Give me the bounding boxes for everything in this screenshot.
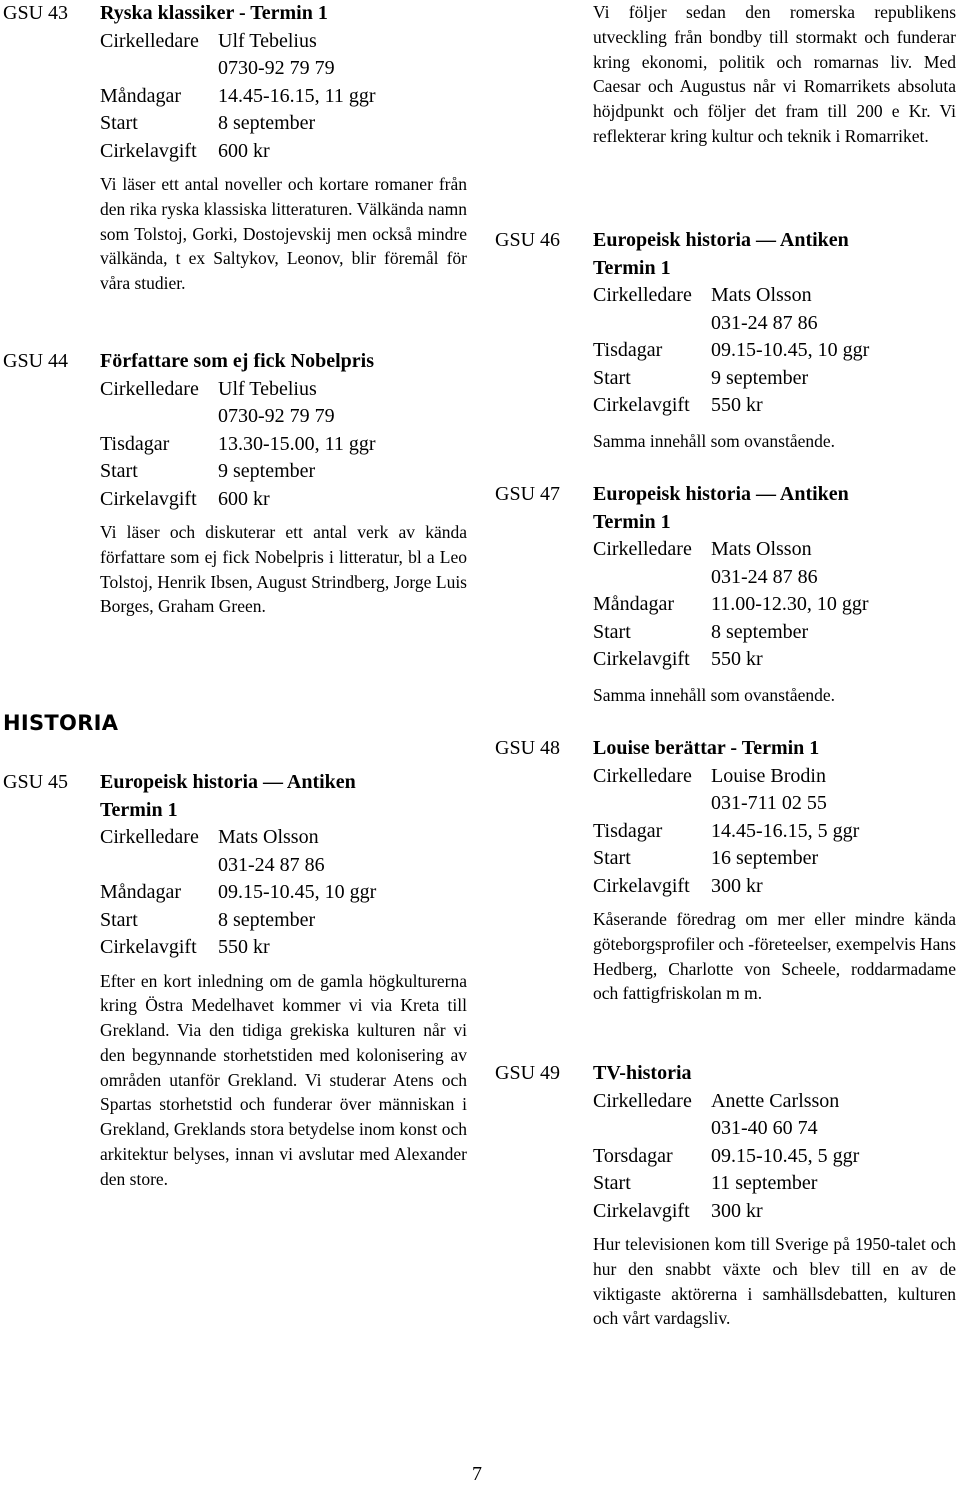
- fee-label: Cirkelavgift: [593, 648, 690, 670]
- time: 14.45-16.15, 5 ggr: [711, 819, 860, 842]
- course-title: Författare som ej fick Nobelpris: [100, 350, 375, 372]
- schedule-row: [593, 818, 956, 846]
- leader-name: Anette Carlsson: [711, 1089, 840, 1112]
- course-title: Europeisk historia — Antiken: [100, 771, 356, 793]
- schedule-row: [593, 591, 956, 619]
- course-description: Efter en kort inledning om de gamla högkulturerna kring Östra Medelhavet kommer vi via Kreta till Grekland. Via den tidiga grekiska kulturen når vi den begynnande storhetstiden med kolonisering av områden utanför Grekland. Vi studerar Atens och Spartas storhetstid och funderar över människan i Grekland, Greklands stora betydelse inom konst och arkitektur belyses, innan vi avslutar med Alexander den store.: [100, 970, 467, 1189]
- course-code: GSU 47: [495, 483, 561, 505]
- day-label: Tisdagar: [100, 432, 170, 455]
- leader-row: [593, 536, 956, 564]
- day-label: Torsdagar: [593, 1144, 673, 1167]
- schedule-row: [593, 337, 956, 365]
- course-body: [100, 348, 467, 619]
- start-label: Start: [593, 620, 631, 643]
- fee: 550 kr: [218, 936, 270, 958]
- phone: 031-40 60 74: [711, 1117, 818, 1139]
- fee: 300 kr: [711, 1199, 763, 1222]
- leader-label: Cirkelledare: [593, 1089, 692, 1112]
- fee: 600 kr: [218, 487, 270, 510]
- start-date: 8 september: [218, 908, 316, 931]
- fee: 600 kr: [218, 139, 270, 162]
- time: 13.30-15.00, 11 ggr: [218, 432, 376, 455]
- course-title: TV-historia: [593, 1062, 692, 1084]
- fee-label: Cirkelavgift: [593, 394, 690, 416]
- fee-row: [100, 486, 467, 514]
- course-description: Hur televisionen kom till Sverige på 1950-talet och hur den snabbt växte och blev till en av de viktigaste aktörerna i samhällsdebatten, kulturen och vårt vardagsliv.: [593, 1234, 956, 1329]
- course-body: [593, 227, 956, 453]
- course-code: GSU 43: [3, 2, 69, 24]
- fee-row: [593, 873, 956, 901]
- fee-row: [593, 1198, 956, 1226]
- course-title: Louise berättar - Termin 1: [593, 737, 820, 759]
- course-code: GSU 45: [3, 771, 69, 793]
- leader-row: [593, 1088, 956, 1116]
- leader-label: Cirkelledare: [100, 29, 199, 52]
- day-label: Tisdagar: [593, 819, 663, 842]
- start-date: 9 september: [218, 460, 316, 482]
- start-row: [593, 619, 956, 647]
- fee-label: Cirkelavgift: [100, 139, 197, 162]
- start-label: Start: [593, 1172, 631, 1194]
- course-description: Vi läser ett antal noveller och kortare romaner från den rika ryska klassiska litteraturen. Välkända namn som Tolstoj, Gorki, Dostojevskij men också mindre välkända, t ex Saltykov, Leonov, blir föremål för våra studier.: [100, 174, 467, 294]
- leader-label: Cirkelledare: [593, 538, 692, 560]
- phone: 0730-92 79 79: [218, 405, 335, 427]
- course-body: [593, 481, 956, 707]
- time: 11.00-12.30, 10 ggr: [711, 593, 869, 615]
- fee-row: [593, 392, 956, 420]
- page-number: 7: [472, 1463, 482, 1485]
- course-title: Europeisk historia — Antiken: [593, 229, 849, 251]
- fee-label: Cirkelavgift: [100, 936, 197, 958]
- course-title-line2: Termin 1: [593, 510, 671, 533]
- start-date: 11 september: [711, 1172, 818, 1194]
- day-label: Måndagar: [100, 84, 182, 107]
- start-row: [100, 458, 467, 486]
- course-body: [100, 769, 467, 1192]
- schedule-row: [100, 83, 467, 111]
- start-date: 9 september: [711, 366, 809, 389]
- day-label: Måndagar: [100, 881, 182, 903]
- time: 09.15-10.45, 10 ggr: [218, 881, 377, 903]
- course-body: [593, 1060, 956, 1331]
- leader-label: Cirkelledare: [100, 826, 199, 848]
- schedule-row: [593, 1143, 956, 1171]
- fee-label: Cirkelavgift: [593, 1199, 690, 1222]
- course-description: Kåserande föredrag om mer eller mindre kända göteborgsprofiler och -företeelser, exempelvis Hans Hedberg, Charlotte von Scheele, roddarmadame och fattigfriskolan m m.: [593, 909, 956, 1004]
- start-row: [593, 1170, 956, 1198]
- start-row: [100, 110, 467, 138]
- leader-row: [100, 376, 467, 404]
- fee-label: Cirkelavgift: [593, 874, 690, 897]
- leader-name: Mats Olsson: [218, 826, 319, 848]
- course-code: GSU 48: [495, 737, 561, 759]
- leader-name: Ulf Tebelius: [218, 29, 317, 52]
- leader-row: [593, 763, 956, 791]
- course-title: Ryska klassiker - Termin 1: [100, 2, 328, 24]
- time: 14.45-16.15, 11 ggr: [218, 84, 376, 107]
- start-label: Start: [100, 112, 138, 134]
- course-body: [593, 735, 956, 1006]
- leader-row: [593, 282, 956, 310]
- fee-row: [593, 646, 956, 674]
- leader-name: Ulf Tebelius: [218, 377, 317, 400]
- course-code: GSU 44: [3, 350, 69, 372]
- course-code: GSU 46: [495, 229, 561, 251]
- start-date: 8 september: [218, 112, 316, 134]
- day-label: Måndagar: [593, 593, 675, 615]
- phone: 031-24 87 86: [711, 311, 818, 334]
- fee-label: Cirkelavgift: [100, 487, 197, 510]
- course-body: [100, 0, 467, 296]
- fee: 550 kr: [711, 648, 763, 670]
- leader-label: Cirkelledare: [593, 764, 692, 787]
- leader-name: Mats Olsson: [711, 284, 812, 306]
- course-title: Europeisk historia — Antiken: [593, 483, 849, 505]
- course-title-line2: Termin 1: [100, 798, 178, 821]
- schedule-row: [100, 879, 467, 907]
- continued-description: Vi följer sedan den romerska republikens utveckling från bondby till stormakt och funderar kring ekonomi, politik och romarnas liv. Med Caesar och Augustus når vi Romarrikets absoluta höjdpunkt och följer det fram till 200 e Kr. Vi reflekterar kring kultur och teknik i Romarriket.: [593, 2, 956, 146]
- time: 09.15-10.45, 5 ggr: [711, 1144, 860, 1167]
- course-description: Vi läser och diskuterar ett antal verk av kända författare som ej fick Nobelpris i litteratur, bl a Leo Tolstoj, Henrik Ibsen, August Strindberg, Jorge Luis Borges, Graham Green.: [100, 522, 467, 617]
- start-date: 8 september: [711, 620, 809, 643]
- leader-name: Louise Brodin: [711, 764, 826, 787]
- course-code: GSU 49: [495, 1062, 561, 1084]
- course-description: Samma innehåll som ovanstående.: [593, 684, 836, 705]
- start-row: [100, 907, 467, 935]
- phone: 031-24 87 86: [711, 565, 818, 588]
- schedule-row: [100, 431, 467, 459]
- start-row: [593, 365, 956, 393]
- start-date: 16 september: [711, 847, 819, 869]
- section-heading: HISTORIA: [3, 711, 119, 735]
- day-label: Tisdagar: [593, 339, 663, 361]
- fee-row: [100, 934, 467, 962]
- start-label: Start: [100, 908, 138, 931]
- start-label: Start: [100, 460, 138, 482]
- phone: 031-711 02 55: [711, 792, 827, 814]
- leader-label: Cirkelledare: [593, 284, 692, 306]
- time: 09.15-10.45, 10 ggr: [711, 339, 870, 361]
- fee-row: [100, 138, 467, 166]
- start-label: Start: [593, 366, 631, 389]
- fee: 300 kr: [711, 874, 763, 897]
- start-row: [593, 845, 956, 873]
- phone: 0730-92 79 79: [218, 57, 335, 79]
- fee: 550 kr: [711, 394, 763, 416]
- phone: 031-24 87 86: [218, 853, 325, 876]
- leader-label: Cirkelledare: [100, 377, 199, 400]
- course-title-line2: Termin 1: [593, 256, 671, 279]
- leader-row: [100, 824, 467, 852]
- start-label: Start: [593, 847, 631, 869]
- leader-row: [100, 28, 467, 56]
- course-description: Samma innehåll som ovanstående.: [593, 430, 836, 451]
- leader-name: Mats Olsson: [711, 538, 812, 560]
